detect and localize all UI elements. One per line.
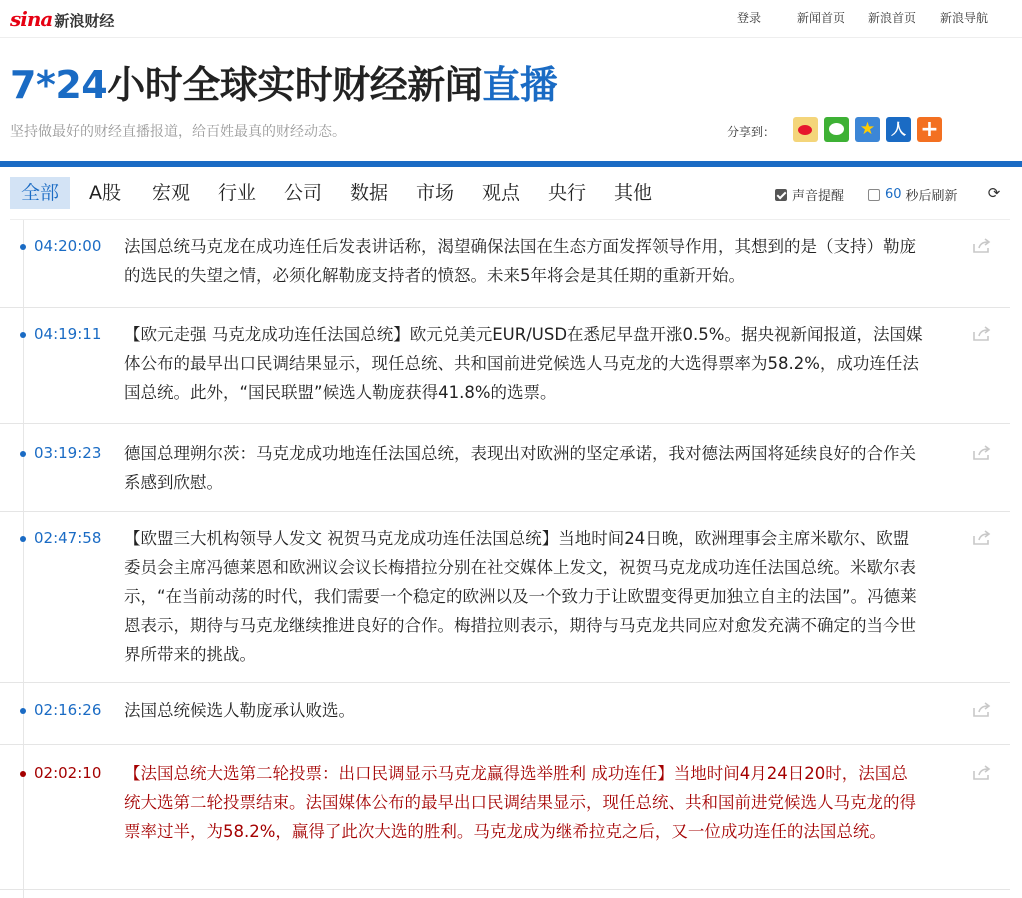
feed-item (0, 512, 1010, 683)
logo-finance-text: 新浪财经 (54, 12, 115, 30)
auto-refresh-checkbox[interactable] (868, 189, 880, 201)
logo-sina-text: sina (10, 7, 53, 31)
auto-refresh-option[interactable] (868, 185, 958, 204)
feed-content: 【欧元走强 马克龙成功连任法国总统】欧元兑美元EUR/USD在悉尼早盘开涨0.5%。据央视新闻报道，法国媒体公布的最早出口民调结果显示，现任总统、共和国前进党候选人马克龙的大选得票率为58.2%，成功连任法国总统。此外，“国民联盟”候选人勒庞获得41.8%的选票。 (124, 325, 923, 402)
tab-company[interactable]: 公司 (283, 182, 322, 204)
tab-central-bank[interactable]: 央行 (547, 182, 586, 204)
tab-macro[interactable]: 宏观 (151, 182, 190, 204)
feed-content: 【法国总统大选第二轮投票：出口民调显示马克龙赢得选举胜利 成功连任】当地时间4月24日20时，法国总统大选第二轮投票结束。法国媒体公布的最早出口民调结果显示，现任总统、共和国前进党候选人马克龙的得票率过半，为58.2%，赢得了此次大选的胜利。马克龙成为继希拉克之后，又一位成功连任的法国总统。 (124, 764, 916, 841)
feed-time: 02:47:58 (34, 529, 102, 547)
top-bar (0, 0, 1022, 38)
share-icon[interactable] (972, 445, 992, 461)
login-link[interactable]: 登录 (737, 11, 762, 25)
title-part-2: 小时全球实时财经新闻 (107, 63, 483, 107)
weibo-icon[interactable] (793, 117, 818, 142)
timeline-dot (20, 771, 26, 777)
feed-content: 【欧盟三大机构领导人发文 祝贺马克龙成功连任法国总统】当地时间24日晚，欧洲理事会主席米歇尔、欧盟委员会主席冯德莱恩和欧洲议会议长梅措拉分别在社交媒体上发文，祝贺马克龙成功连任法国总统。米歇尔表示，“在当前动荡的时代，我们需要一个稳定的欧洲以及一个致力于让欧盟变得更加独立自主的法国”。冯德莱恩表示，期待与马克龙继续推进良好的合作。梅措拉则表示，期待与马克龙共同应对愈发充满不确定的当今世界所带来的挑战。 (124, 529, 917, 664)
page-title (10, 54, 557, 109)
share-icon[interactable] (972, 238, 992, 254)
title-part-3: 直播 (482, 63, 558, 107)
sound-alert-checkbox[interactable] (775, 189, 787, 201)
tab-opinion[interactable]: 观点 (481, 182, 520, 204)
feed-time: 03:19:23 (34, 444, 102, 462)
share-icons (793, 117, 942, 142)
wechat-icon[interactable] (824, 117, 849, 142)
share-icon[interactable] (972, 530, 992, 546)
header-divider (0, 161, 1022, 167)
sina-home-link[interactable]: 新浪首页 (868, 11, 917, 25)
tab-all[interactable]: 全部 (10, 177, 70, 209)
qzone-icon[interactable]: ★ (855, 117, 880, 142)
feed-item (0, 308, 1010, 424)
timeline-dot (20, 244, 26, 250)
sound-alert-option[interactable] (775, 185, 844, 204)
auto-refresh-label: 秒后刷新 (905, 189, 958, 204)
sound-alert-label: 声音提醒 (792, 189, 845, 204)
news-home-link[interactable]: 新闻首页 (797, 11, 846, 25)
feed-item (0, 683, 1010, 745)
feed-content: 法国总统马克龙在成功连任后发表讲话称，渴望确保法国在生态方面发挥领导作用，其想到的是（支持）勒庞的选民的失望之情，必须化解勒庞支持者的愤怒。未来5年将会是其任期的重新开始。 (124, 237, 916, 285)
refresh-icon[interactable]: ⟳ (987, 184, 1001, 202)
share-label: 分享到： (727, 125, 776, 139)
tab-industry[interactable]: 行业 (217, 182, 256, 204)
timeline-dot (20, 536, 26, 542)
timeline-dot (20, 451, 26, 457)
timeline-dot (20, 708, 26, 714)
title-part-1: 7*24 (10, 63, 108, 107)
tab-data[interactable]: 数据 (349, 182, 388, 204)
feed-content: 德国总理朔尔茨：马克龙成功地连任法国总统，表现出对欧洲的坚定承诺，我对德法两国将延续良好的合作关系感到欣慰。 (124, 444, 916, 492)
sina-nav-link[interactable]: 新浪导航 (940, 11, 989, 25)
refresh-seconds: 60 (885, 187, 902, 202)
tab-a-shares[interactable]: A股 (89, 182, 121, 204)
feed-time: 04:20:00 (34, 237, 102, 255)
tab-other[interactable]: 其他 (613, 182, 652, 204)
page-subtitle: 坚持做最好的财经直播报道，给百姓最真的财经动态。 (10, 124, 346, 140)
share-icon[interactable] (972, 765, 992, 781)
share-icon[interactable] (972, 702, 992, 718)
timeline-dot (20, 332, 26, 338)
feed-time: 02:02:10 (34, 764, 102, 782)
renren-icon[interactable]: 人 (886, 117, 911, 142)
feed-time: 04:19:11 (34, 325, 102, 343)
share-icon[interactable] (972, 326, 992, 342)
feed-time: 02:16:26 (34, 701, 102, 719)
news-feed (0, 220, 1022, 898)
tab-market[interactable]: 市场 (415, 182, 454, 204)
feed-content: 法国总统候选人勒庞承认败选。 (124, 701, 355, 720)
sina-finance-logo[interactable] (10, 7, 114, 31)
feed-item-important (0, 745, 1010, 890)
more-icon[interactable]: + (917, 117, 942, 142)
feed-item (0, 424, 1010, 512)
feed-item (0, 220, 1010, 308)
